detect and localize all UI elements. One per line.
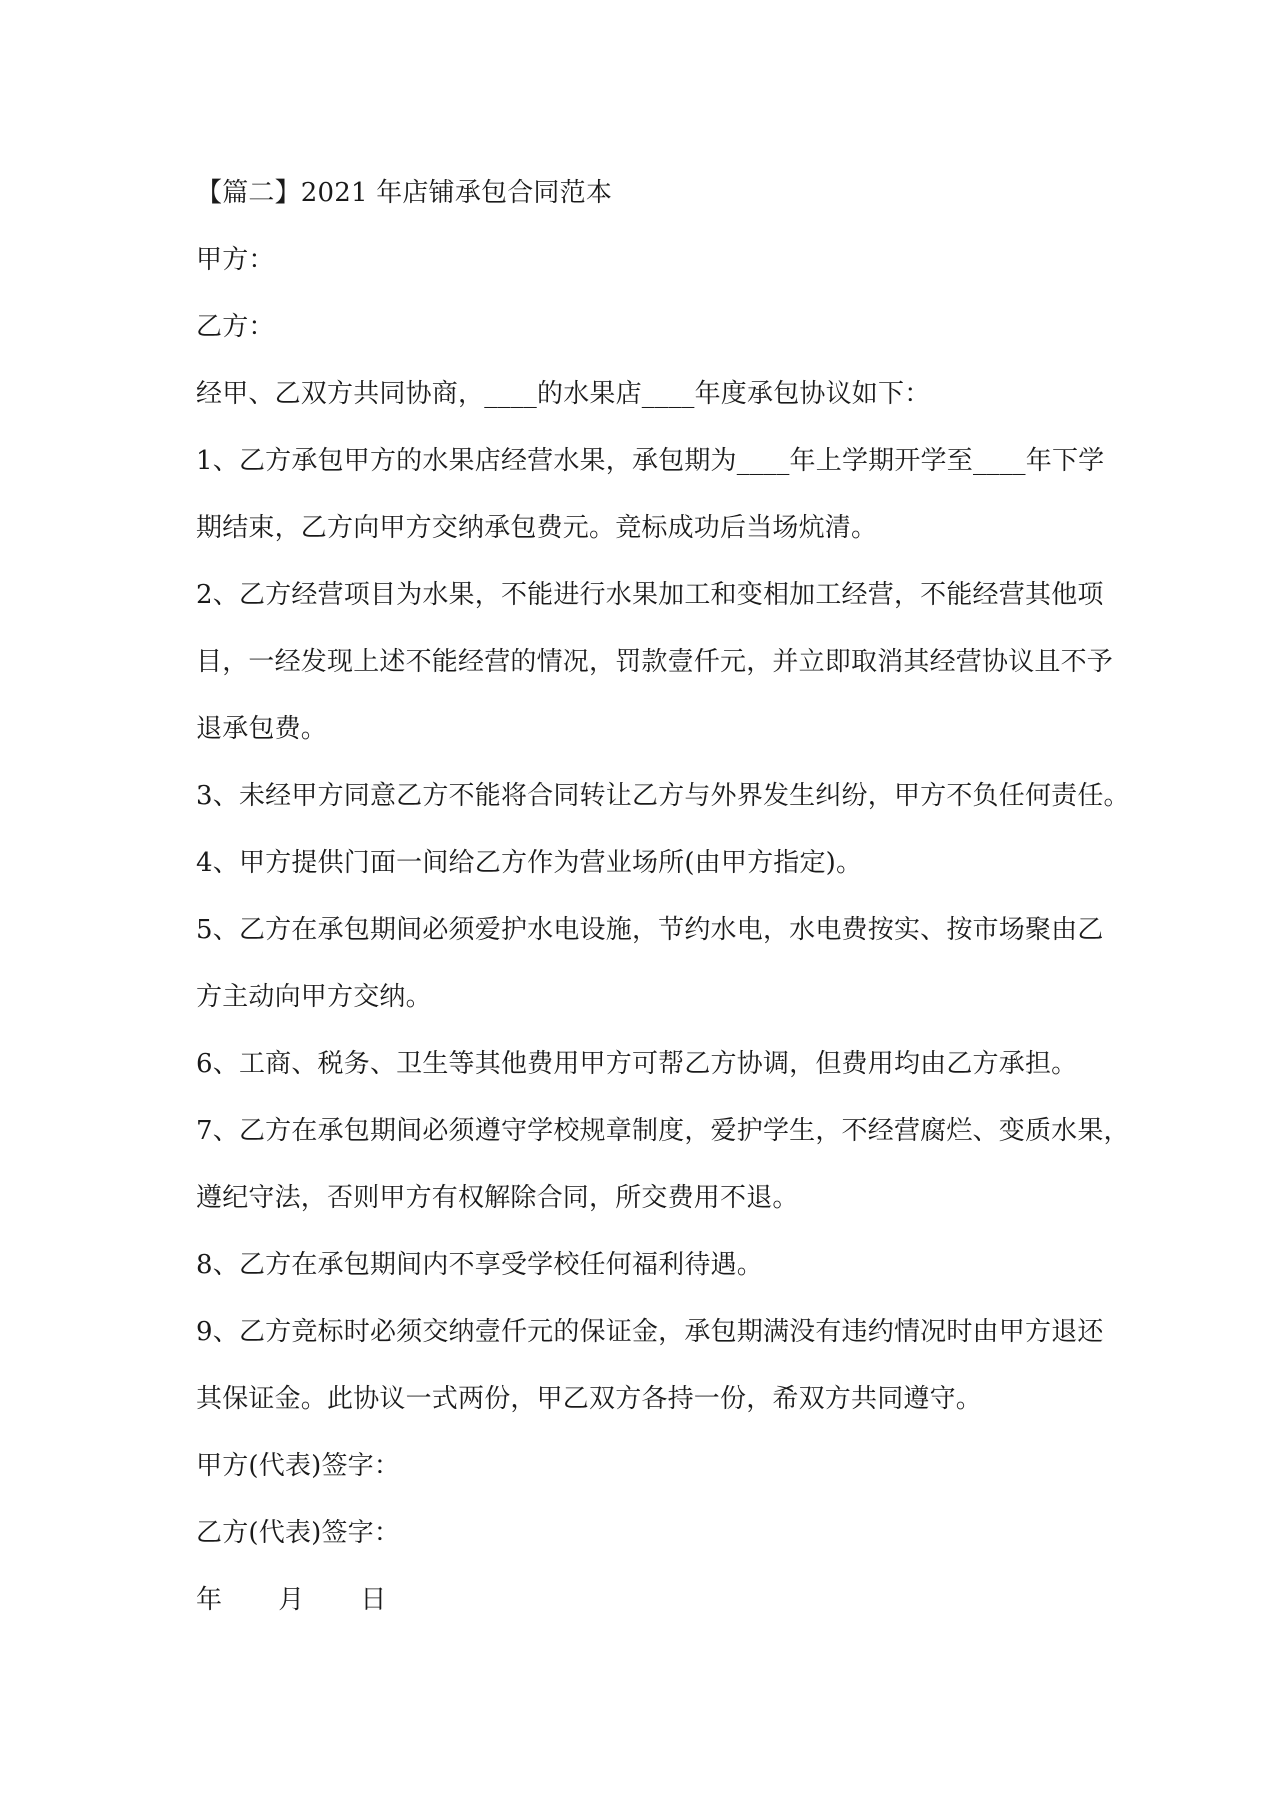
- clause-8-line-1: 8、乙方在承包期间内不享受学校任何福利待遇。: [196, 1250, 763, 1280]
- clause-9-line-1: 9、乙方竞标时必须交纳壹仟元的保证金，承包期满没有违约情况时由甲方退还: [196, 1317, 1104, 1347]
- date-day-label: 日: [360, 1585, 387, 1615]
- clause-5-line-2: 方主动向甲方交纳。: [196, 982, 432, 1012]
- clause-1-line-1: 1、乙方承包甲方的水果店经营水果，承包期为____年上学期开学至____年下学: [196, 446, 1105, 476]
- clause-3-line-1: 3、未经甲方同意乙方不能将合同转让乙方与外界发生纠纷，甲方不负任何责任。: [196, 781, 1130, 811]
- date-month-label: 月: [278, 1585, 305, 1615]
- party-a-line: 甲方：: [196, 245, 275, 275]
- clause-7-line-1: 7、乙方在承包期间必须遵守学校规章制度，爱护学生，不经营腐烂、变质水果，: [196, 1116, 1130, 1146]
- preamble-line: 经甲、乙双方共同协商，____的水果店____年度承包协议如下：: [196, 379, 931, 409]
- document-title: 【篇二】2021 年店铺承包合同范本: [196, 178, 613, 208]
- clause-5-line-1: 5、乙方在承包期间必须爱护水电设施，节约水电，水电费按实、按市场聚由乙: [196, 915, 1104, 945]
- clause-2-line-1: 2、乙方经营项目为水果，不能进行水果加工和变相加工经营，不能经营其他项: [196, 580, 1104, 610]
- clause-4-line-1: 4、甲方提供门面一间给乙方作为营业场所(由甲方指定)。: [196, 848, 863, 878]
- clause-2-line-3: 退承包费。: [196, 714, 328, 744]
- party-b-line: 乙方：: [196, 312, 275, 342]
- clause-6-line-1: 6、工商、税务、卫生等其他费用甲方可帮乙方协调，但费用均由乙方承担。: [196, 1049, 1078, 1079]
- clause-7-line-2: 遵纪守法，否则甲方有权解除合同，所交费用不退。: [196, 1183, 799, 1213]
- date-line: [196, 1567, 1096, 1634]
- party-b-signature-line: 乙方(代表)签字：: [196, 1518, 401, 1548]
- clause-9-line-2: 其保证金。此协议一式两份，甲乙双方各持一份，希双方共同遵守。: [196, 1384, 983, 1414]
- date-year-label: 年: [196, 1585, 223, 1615]
- clause-1-line-2: 期结束，乙方向甲方交纳承包费元。竞标成功后当场炕清。: [196, 513, 878, 543]
- party-a-signature-line: 甲方(代表)签字：: [196, 1451, 401, 1481]
- clause-2-line-2: 目，一经发现上述不能经营的情况，罚款壹仟元，并立即取消其经营协议且不予: [196, 647, 1114, 677]
- document-body: [196, 160, 1130, 1634]
